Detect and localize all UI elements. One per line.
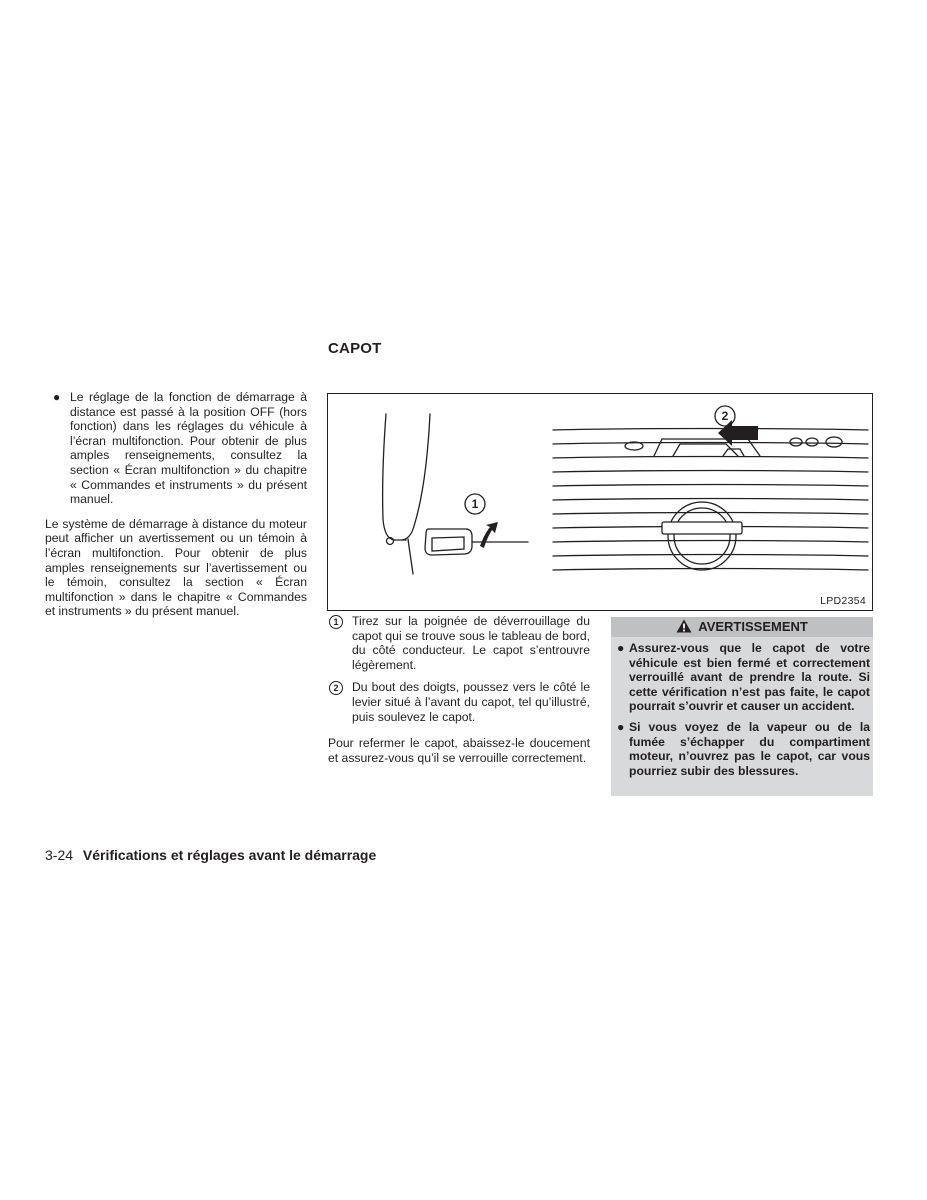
warning-item — [615, 641, 870, 714]
section-title: CAPOT — [328, 340, 382, 357]
bullet-item — [45, 390, 307, 507]
step-text: Tirez sur la poignée de déverrouillage du capot qui se trouve sous le tableau de bord, du côté conducteur. Le capot s’entrouvre légèrement. — [352, 614, 590, 672]
bullet-icon: ● — [53, 390, 61, 404]
step-number: 2 — [329, 681, 343, 695]
warning-header — [611, 617, 873, 637]
left-column — [45, 390, 307, 619]
pull-arrow-icon — [480, 522, 498, 548]
callout-2: 2 — [721, 409, 729, 423]
warning-item — [615, 720, 870, 778]
hood-release-drawing — [328, 394, 874, 612]
remote-start-paragraph: Le système de démarrage à distance du moteur peut afficher un avertissement ou un témoin à l’écran multifonction. Pour obtenir de plus amples renseignements sur l’avertissement ou le témoin, consultez la section « Écran multifonction » dans le chapitre « Commandes et instruments » du présent manuel. — [45, 516, 307, 619]
step-item — [328, 680, 590, 724]
chapter-title: Vérifications et réglages avant le démarrage — [82, 847, 377, 863]
page-footer — [45, 847, 376, 863]
step-text: Du bout des doigts, poussez vers le côté le levier situé à l’avant du capot, tel qu’illustré, puis soulevez le capot. — [352, 680, 590, 724]
bullet-text: Le réglage de la fonction de démarrage à distance est passé à la position OFF (hors fonction) dans les réglages du véhicule à l’écran multifonction. Pour obtenir de plus amples renseignements, consultez la section « Écran multifonction » du chapitre « Commandes et instruments » du présent manuel. — [70, 390, 307, 507]
middle-column — [328, 614, 590, 765]
figure-code: LPD2354 — [820, 595, 866, 607]
bullet-icon: ● — [617, 641, 625, 655]
page-number: 3-24 — [45, 847, 74, 863]
warning-triangle-icon — [676, 619, 692, 633]
warning-title: AVERTISSEMENT — [698, 619, 808, 634]
warning-box — [611, 617, 873, 796]
callout-1: 1 — [471, 497, 479, 511]
step-item — [328, 614, 590, 672]
warning-text: Assurez-vous que le capot de votre véhicule est bien fermé et correctement verrouillé avant de prendre la route. Si cette vérification n’est pas faite, le capot pourrait s’ouvrir et causer un accident. — [629, 641, 870, 714]
hood-release-illustration — [327, 393, 873, 611]
step-number: 1 — [329, 615, 343, 629]
warning-list — [611, 637, 873, 778]
closing-paragraph: Pour refermer le capot, abaissez-le doucement et assurez-vous qu’il se verrouille correctement. — [328, 736, 590, 765]
bullet-icon: ● — [617, 719, 625, 734]
warning-text: Si vous voyez de la vapeur ou de la fumée s’échapper du compartiment moteur, n’ouvrez pas le capot, car vous pourriez subir des blessures. — [629, 719, 870, 778]
